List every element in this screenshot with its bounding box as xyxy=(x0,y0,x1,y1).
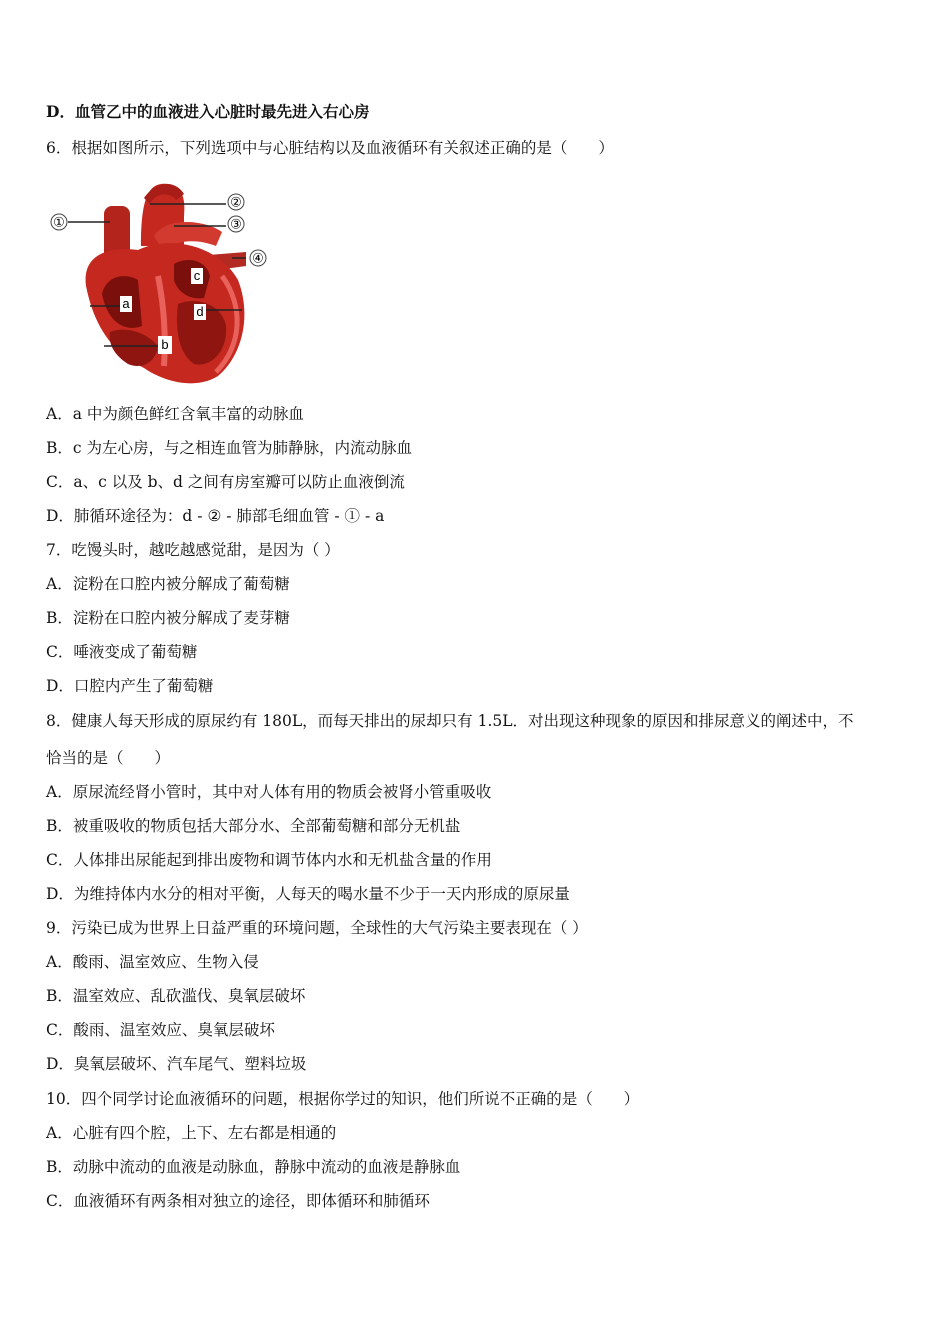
q9-option-c: C．酸雨、温室效应、臭氧层破坏 xyxy=(46,1021,275,1039)
q7-stem: 7．吃馒头时，越吃越感觉甜，是因为（ ） xyxy=(46,541,340,559)
label-d: d xyxy=(196,304,204,319)
q5-option-d: D．血管乙中的血液进入心脏时最先进入右心房 xyxy=(46,102,370,121)
q10-option-a: A．心脏有四个腔，上下、左右都是相通的 xyxy=(46,1124,337,1142)
heart-diagram xyxy=(46,176,276,388)
q8-option-c: C．人体排出尿能起到排出废物和调节体内水和无机盐含量的作用 xyxy=(46,851,492,869)
q9-option-d: D．臭氧层破坏、汽车尾气、塑料垃圾 xyxy=(46,1055,307,1073)
q8-option-d: D．为维持体内水分的相对平衡，人每天的喝水量不少于一天内形成的原尿量 xyxy=(46,885,570,903)
q6-option-a: A．a 中为颜色鲜红含氧丰富的动脉血 xyxy=(46,405,304,423)
label-1: ① xyxy=(53,214,65,230)
label-3: ③ xyxy=(230,216,242,232)
q6-option-b: B．c 为左心房，与之相连血管为肺静脉，内流动脉血 xyxy=(46,439,412,457)
q7-option-a: A．淀粉在口腔内被分解成了葡萄糖 xyxy=(46,575,290,593)
label-2: ② xyxy=(230,194,242,210)
q7-option-b: B．淀粉在口腔内被分解成了麦芽糖 xyxy=(46,609,290,627)
q7-option-c: C．唾液变成了葡萄糖 xyxy=(46,643,198,661)
q6-stem: 6．根据如图所示，下列选项中与心脏结构以及血液循环有关叙述正确的是（ ） xyxy=(46,139,614,157)
q6-option-c: C．a、c 以及 b、d 之间有房室瓣可以防止血液倒流 xyxy=(46,473,405,491)
label-4: ④ xyxy=(252,250,264,266)
q10-stem: 10．四个同学讨论血液循环的问题，根据你学过的知识，他们所说不正确的是（ ） xyxy=(46,1090,640,1108)
q8-option-a: A．原尿流经肾小管时，其中对人体有用的物质会被肾小管重吸收 xyxy=(46,783,492,801)
label-c: c xyxy=(193,268,201,283)
label-b: b xyxy=(161,337,169,352)
q8-option-b: B．被重吸收的物质包括大部分水、全部葡萄糖和部分无机盐 xyxy=(46,817,461,835)
label-a: a xyxy=(122,296,130,311)
q7-option-d: D．口腔内产生了葡萄糖 xyxy=(46,677,214,695)
q10-option-b: B．动脉中流动的血液是动脉血，静脉中流动的血液是静脉血 xyxy=(46,1158,461,1176)
q8-stem-line2: 恰当的是（ ） xyxy=(46,749,171,767)
q8-stem-line1: 8．健康人每天形成的原尿约有 180L，而每天排出的尿却只有 1.5L．对出现这种现象的原因和排尿意义的阐述中，不 xyxy=(46,712,854,730)
q10-option-c: C．血液循环有两条相对独立的途径，即体循环和肺循环 xyxy=(46,1192,430,1210)
q9-option-b: B．温室效应、乱砍滥伐、臭氧层破坏 xyxy=(46,987,306,1005)
q9-stem: 9．污染已成为世界上日益严重的环境问题，全球性的大气污染主要表现在（ ） xyxy=(46,919,588,937)
q9-option-a: A．酸雨、温室效应、生物入侵 xyxy=(46,953,259,971)
q6-option-d: D．肺循环途径为：d - ② - 肺部毛细血管 - ① - a xyxy=(46,507,385,525)
